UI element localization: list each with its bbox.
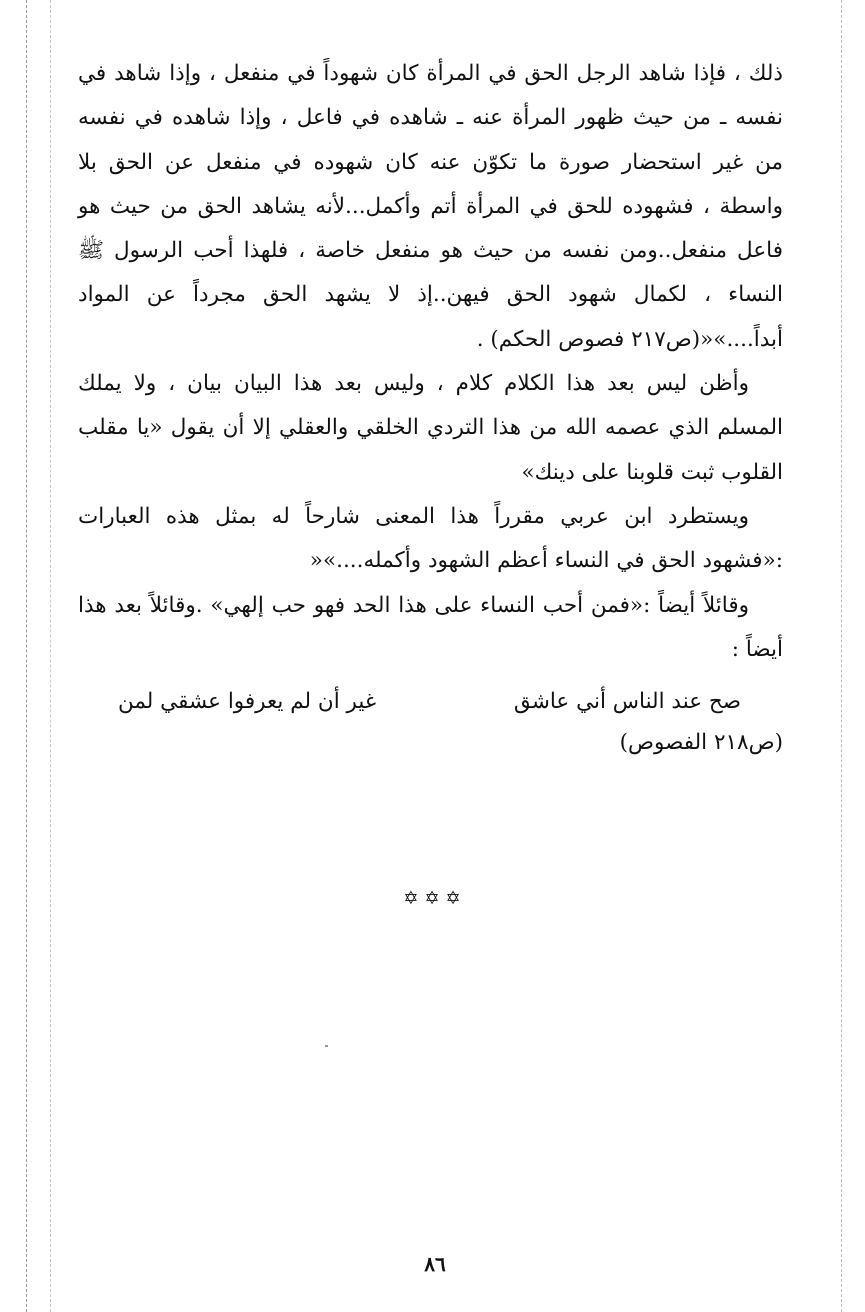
paragraph-3: ويستطرد ابن عربي مقرراً هذا المعنى شارحاً له بمثل هذه العبارات :«فشهود الحق في النساء أعظم الشهود وأكمله....»«	[78, 503, 783, 574]
page-number: ٨٦	[424, 1252, 446, 1276]
star-separator: ✡✡✡	[403, 888, 467, 909]
page-body	[78, 52, 783, 762]
paragraph-1: ذلك ، فإذا شاهد الرجل الحق في المرأة كان شهوداً في منفعل ، وإذا شاهد في نفسه ـ من حيث ظهور المرأة عنه ـ شاهده في فاعل ، وإذا شاهده في نفسه من غير استحضار صورة ما تكوّن عنه كان شهوده في منفعل عن الحق بلا واسطة ، فشهوده للحق في المرأة أتم وأكمل...لأنه يشاهد الحق من حيث هو فاعل منفعل..ومن نفسه من حيث هو منفعل خاصة ، فلهذا أحب الرسول ﷺ النساء ، لكمال شهود الحق فيهن..إذ لا يشهد الحق مجرداً عن المواد أبداً....»«(ص٢١٧ فصوص الحكم) .	[78, 61, 783, 352]
scan-speck	[325, 1045, 328, 1047]
paragraph-2: وأظن ليس بعد هذا الكلام كلام ، وليس بعد هذا البيان بيان ، ولا يملك المسلم الذي عصمه الله من هذا التردي الخلقي والعقلي إلا أن يقول «يا مقلب القلوب ثبت قلوبنا على دينك»	[78, 371, 783, 485]
verse-reference: (ص٢١٨ الفصوص)	[619, 730, 783, 756]
poem-verse	[78, 680, 783, 724]
scan-edge-inner	[50, 0, 51, 1312]
verse-second-hemistich: غير أن لم يعرفوا عشقي لمن	[118, 689, 377, 715]
verse-first-hemistich: صح عند الناس أني عاشق	[513, 689, 741, 715]
scan-edge-left	[26, 0, 27, 1312]
scan-edge-right	[841, 0, 842, 1312]
paragraph-4: وقائلاً أيضاً :«فمن أحب النساء على هذا الحد فهو حب إلهي» .وقائلاً بعد هذا أيضاً :	[78, 592, 783, 662]
